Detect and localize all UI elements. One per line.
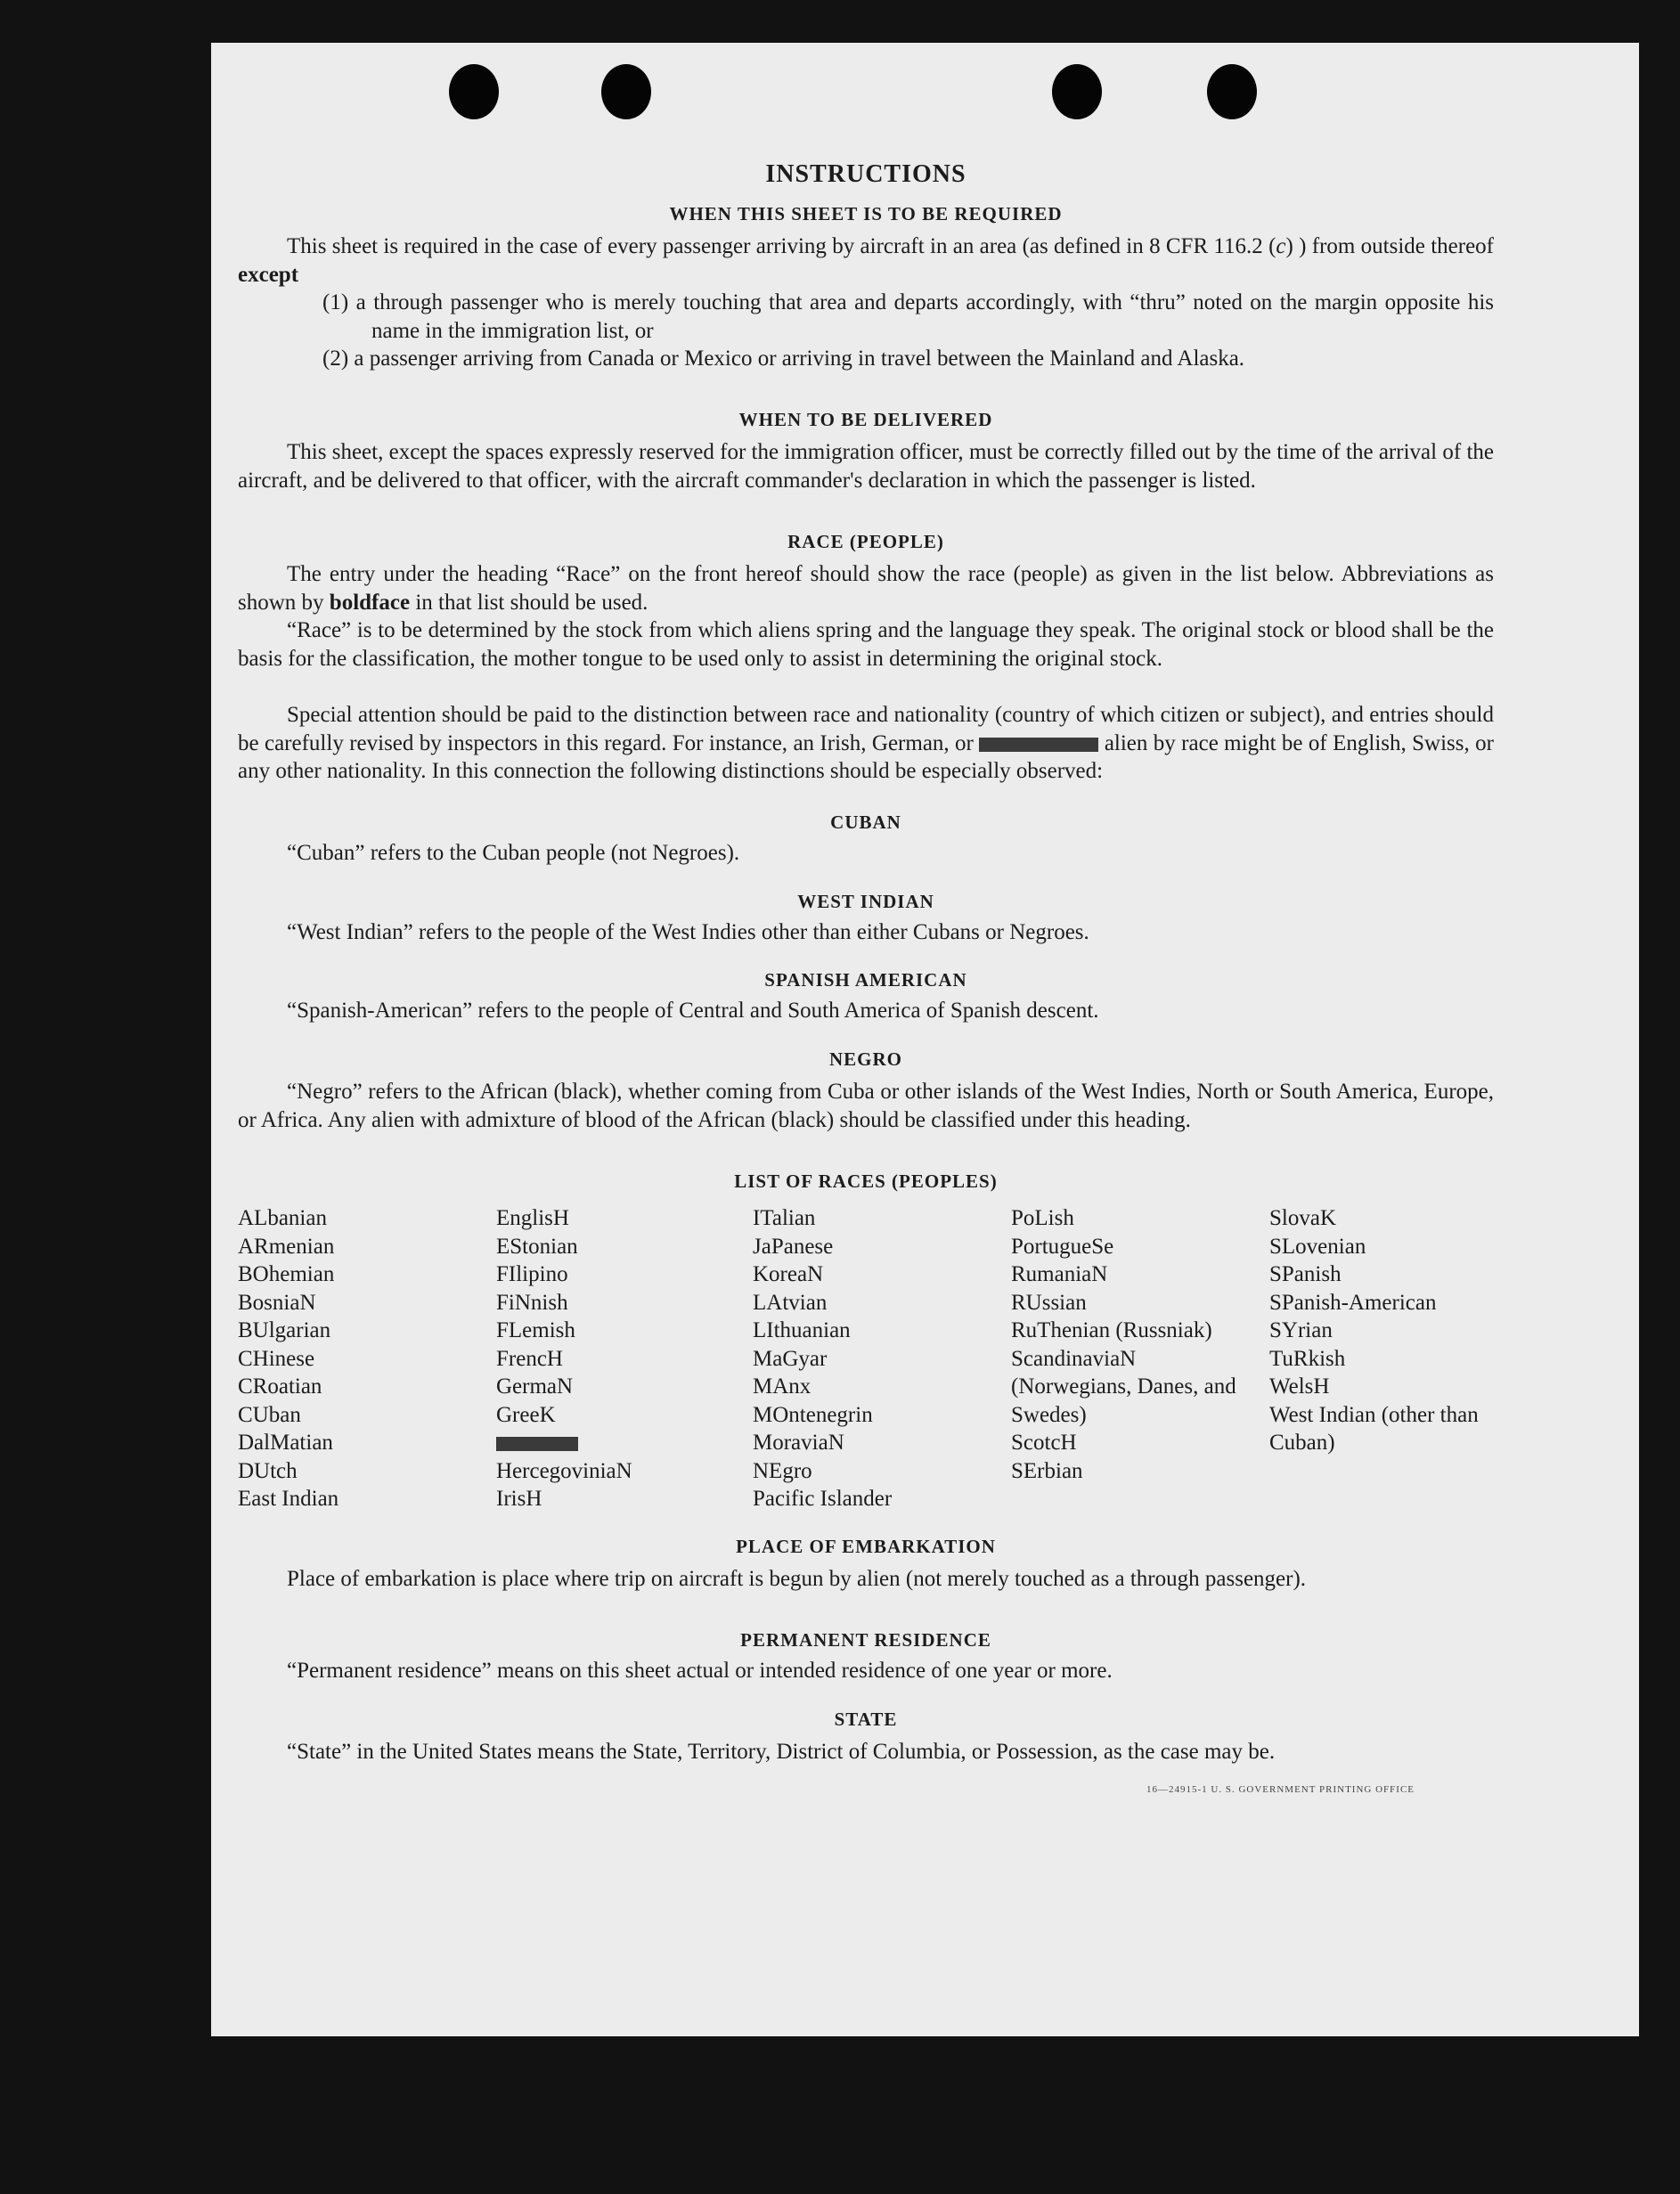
struck-word	[979, 738, 1098, 752]
race-entry: ARmenian	[238, 1234, 335, 1259]
race-entry: SYrian	[1269, 1318, 1333, 1342]
race-entry: LAtvian	[753, 1290, 828, 1315]
race-entry: CRoatian	[238, 1374, 322, 1399]
intro-c: c	[1276, 234, 1286, 258]
race-entry: PortugueSe	[1011, 1234, 1114, 1259]
punch-hole	[601, 64, 651, 119]
race-column-1	[238, 1204, 338, 1513]
race-entry: FiNnish	[496, 1290, 568, 1315]
heading-spanish-american: SPANISH AMERICAN	[764, 969, 967, 991]
heading-list-of-races: LIST OF RACES (PEOPLES)	[734, 1170, 998, 1192]
heading-state: STATE	[834, 1709, 898, 1730]
when-required-intro	[238, 232, 1494, 289]
race-entry: MaGyar	[753, 1346, 828, 1371]
race-column-5	[1269, 1204, 1510, 1457]
race-entry: BUlgarian	[238, 1318, 331, 1342]
intro-text-post: ) ) from outside thereof	[1285, 234, 1494, 258]
race-entry: SLovenian	[1269, 1234, 1366, 1259]
race-p1-bold: boldface	[329, 590, 411, 615]
heading-race: RACE (PEOPLE)	[787, 531, 944, 552]
instruction-sheet	[211, 43, 1639, 2036]
west-indian-text: “West Indian” refers to the people of the West Indies other than either Cubans or Negroes.	[287, 920, 1089, 944]
race-entry: FLemish	[496, 1318, 575, 1342]
heading-permanent-residence: PERMANENT RESIDENCE	[740, 1629, 991, 1651]
race-entry: MoraviaN	[753, 1431, 844, 1455]
race-entry: EStonian	[496, 1234, 578, 1259]
race-entry: BosniaN	[238, 1290, 316, 1315]
race-entry: FIlipino	[496, 1262, 568, 1286]
race-entry	[496, 1429, 632, 1457]
embarkation-text: Place of embarkation is place where trip on aircraft is begun by alien (not merely touched as a through passenger).	[287, 1567, 1307, 1591]
race-p1-text: The entry under the heading “Race” on the front hereof should show the race (people) as given in the list below. Abbreviations as shown by	[238, 562, 1494, 615]
page-title: INSTRUCTIONS	[765, 160, 966, 188]
negro-text: “Negro” refers to the African (black), whether coming from Cuba or other islands of the West Indies, North or South America, Europe, or Africa. Any alien with admixture of blood of the African (black) should be classified under this heading.	[238, 1080, 1494, 1132]
cuban-text: “Cuban” refers to the Cuban people (not Negroes).	[287, 841, 740, 865]
race-entry: HercegoviniaN	[496, 1458, 632, 1483]
punch-hole	[449, 64, 499, 119]
race-entry: GermaN	[496, 1374, 574, 1399]
race-column-2	[496, 1204, 632, 1513]
race-entry: SlovaK	[1269, 1206, 1336, 1230]
heading-when-required: WHEN THIS SHEET IS TO BE REQUIRED	[669, 203, 1063, 224]
race-entry: SPanish	[1269, 1262, 1342, 1286]
race-entry: WelsH	[1269, 1374, 1330, 1399]
intro-text: This sheet is required in the case of every passenger arriving by aircraft in an area (as defined in 8 CFR 116.2 (	[287, 234, 1276, 258]
race-entry: SErbian	[1011, 1458, 1083, 1483]
race-entry: CUban	[238, 1402, 301, 1427]
race-entry: ScotcH	[1011, 1431, 1077, 1455]
race-column-4	[1011, 1204, 1256, 1485]
heading-negro: NEGRO	[828, 1048, 902, 1070]
punch-hole	[1052, 64, 1102, 119]
spanish-american-text: “Spanish-American” refers to the people of Central and South America of Spanish descent.	[287, 999, 1099, 1023]
race-entry: SPanish-American	[1269, 1290, 1437, 1315]
race-entry: ALbanian	[238, 1206, 327, 1230]
race-entry: NEgro	[753, 1458, 812, 1483]
race-entry: RumaniaN	[1011, 1262, 1108, 1286]
race-entry: KoreaN	[753, 1262, 824, 1286]
heading-cuban: CUBAN	[830, 812, 901, 833]
race-entry: ITalian	[753, 1206, 816, 1230]
race-entry: DalMatian	[238, 1431, 333, 1455]
race-entry: GreeK	[496, 1402, 556, 1427]
race-entry: RUssian	[1011, 1290, 1087, 1315]
race-entry: LIthuanian	[753, 1318, 851, 1342]
punch-hole	[1207, 64, 1257, 119]
race-entry: West Indian (other than Cuban)	[1269, 1402, 1479, 1455]
race-entry: East Indian	[238, 1487, 339, 1511]
race-column-3	[753, 1204, 892, 1513]
race-entry: Pacific Islander	[753, 1487, 893, 1511]
heading-west-indian: WEST INDIAN	[797, 891, 934, 912]
race-entry: MAnx	[753, 1374, 811, 1399]
race-entry: BOhemian	[238, 1262, 335, 1286]
residence-text: “Permanent residence” means on this sheet actual or intended residence of one year or more.	[287, 1659, 1113, 1683]
race-entry: ScandinaviaN (Norwegians, Danes, and Swedes)	[1011, 1346, 1236, 1427]
exception-item-1: (1) a through passenger who is merely touching that area and departs accordingly, with “thru” noted on the margin opposite his name in the immigration list, or	[322, 290, 1494, 343]
intro-bold: except	[238, 262, 299, 287]
race-entry: MOntenegrin	[753, 1402, 873, 1427]
race-entry: DUtch	[238, 1458, 298, 1483]
race-paragraph-2: “Race” is to be determined by the stock from which aliens spring and the language they speak. The original stock or blood shall be the basis for the classification, the mother tongue to be used only to assist in determining the original stock.	[238, 618, 1494, 671]
race-paragraph-1	[238, 560, 1494, 616]
heading-embarkation: PLACE OF EMBARKATION	[736, 1536, 996, 1557]
race-entry: EnglisH	[496, 1206, 569, 1230]
race-p3-text-post: alien by race might be of English, Swiss, or any other nationality. In this connection the following distinctions should be especially observed:	[238, 730, 1494, 783]
exception-item-2: (2) a passenger arriving from Canada or Mexico or arriving in travel between the Mainland and Alaska.	[322, 347, 1245, 371]
race-entry: CHinese	[238, 1346, 315, 1371]
race-entry: FrencH	[496, 1346, 563, 1371]
race-paragraph-3	[238, 701, 1494, 786]
printing-office-footnote: 16—24915-1 U. S. GOVERNMENT PRINTING OFFICE	[1146, 1784, 1415, 1795]
when-delivered-text: This sheet, except the spaces expressly reserved for the immigration officer, must be correctly filled out by the time of the arrival of the aircraft, and be delivered to that officer, with the aircraft commander's declaration in which the passenger is listed.	[238, 440, 1494, 493]
race-p1-text-post: in that list should be used.	[410, 590, 648, 615]
race-entry: IrisH	[496, 1487, 542, 1511]
race-entry: RuThenian (Russniak)	[1011, 1318, 1212, 1342]
race-entry: JaPanese	[753, 1234, 834, 1259]
heading-when-delivered: WHEN TO BE DELIVERED	[738, 409, 993, 430]
race-entry: TuRkish	[1269, 1346, 1346, 1371]
state-text: “State” in the United States means the State, Territory, District of Columbia, or Possession, as the case may be.	[287, 1740, 1276, 1764]
race-entry: PoLish	[1011, 1206, 1074, 1230]
race-p3-text: Special attention should be paid to the distinction between race and nationality (country of which citizen or subject), and entries should be carefully revised by inspectors in this regard. For instance, an Irish, German, or	[238, 703, 1494, 755]
